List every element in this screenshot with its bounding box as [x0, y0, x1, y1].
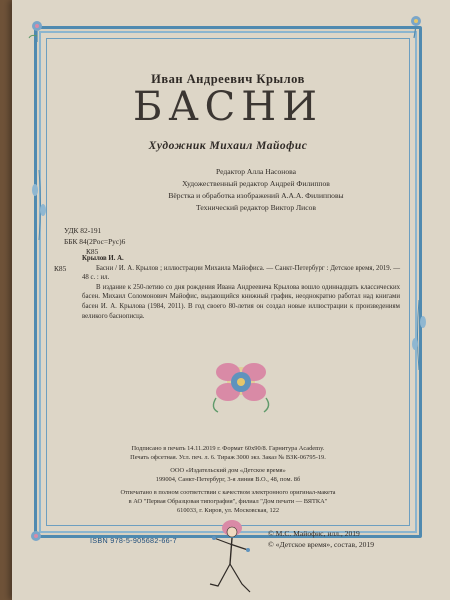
- leaf-ornament-icon: [408, 300, 430, 370]
- flower-ornament-icon: [206, 348, 276, 418]
- udk-code: УДК 82-191: [64, 226, 102, 235]
- classification-codes: [64, 226, 125, 258]
- print-line: 610033, г. Киров, ул. Московская, 122: [176, 507, 280, 515]
- book-title: БАСНИ: [132, 84, 324, 130]
- k85-code: К85: [86, 247, 99, 256]
- corner-flower-icon: [402, 10, 432, 40]
- bib-annotation: В издание к 250-летию со дня рождения Ивана Андреевича Крылова вошло одиннадцать классических басен. Михаил Соломонович Майофис, выдающийся книжный график, неоднократно работал над книгами басен И. А. Крылова (1984, 2011). В год своего 80-летия он создал новые иллюстрации к произведениям великого баснописца.: [82, 283, 400, 320]
- print-line: Отпечатано в полном соответствии с качеством электронного оригинал-макета: [120, 488, 336, 496]
- corner-flower-icon: [22, 14, 52, 44]
- illustrator-credit: Художник Михаил Майофис: [148, 140, 308, 152]
- bib-description: Басни / И. А. Крылов ; иллюстрации Михаила Майофиса. — Санкт-Петербург : Детское время, 2019. — 48 с. : ил.: [82, 264, 400, 282]
- editorial-credits: [116, 166, 396, 214]
- isbn-number: ISBN 978-5-905682-66-7: [90, 536, 177, 545]
- corner-flower-icon: [22, 520, 52, 550]
- print-line: ООО «Издательский дом «Детское время»: [170, 466, 286, 474]
- leaf-ornament-icon: [28, 170, 50, 240]
- printing-details: [56, 444, 400, 516]
- bibliographic-record: [82, 254, 400, 321]
- copyright-line: © М.С. Майофис, илл., 2019: [268, 529, 360, 538]
- bbk-code: ББК 84(2Рос=Рус)6: [64, 236, 126, 246]
- print-line: в АО "Первая Образцовая типография", филиал "Дом печати — ВЯТКА": [128, 498, 328, 506]
- print-line: Подписано в печать 14.11.2019 г. Формат 60х90/8. Гарнитура Academy.: [131, 445, 325, 452]
- jester-figure-icon: [196, 512, 266, 600]
- credit-line: Технический редактор Виктор Лисов: [195, 203, 316, 212]
- copyright-block: [268, 528, 374, 550]
- bib-author: Крылов И. А.: [82, 255, 124, 262]
- k85-margin-code: К85: [54, 264, 67, 273]
- imprint-content: [56, 48, 400, 528]
- copyright-line: © «Детское время», состав, 2019: [268, 540, 375, 549]
- print-line: Печать офсетная. Усл. печ. л. 6. Тираж 3000 экз. Заказ № ВЗК-06795-19.: [130, 454, 326, 462]
- credit-line: Художественный редактор Андрей Филиппов: [182, 179, 330, 188]
- author-name: Иван Андреевич Крылов: [151, 72, 305, 86]
- print-line: 199004, Санкт-Петербург, 3-я линия В.О., 48, пом. 8б: [155, 476, 301, 484]
- credit-line: Редактор Алла Насонова: [216, 167, 296, 176]
- credit-line: Вёрстка и обработка изображений А.А.А. Филипповы: [168, 191, 344, 200]
